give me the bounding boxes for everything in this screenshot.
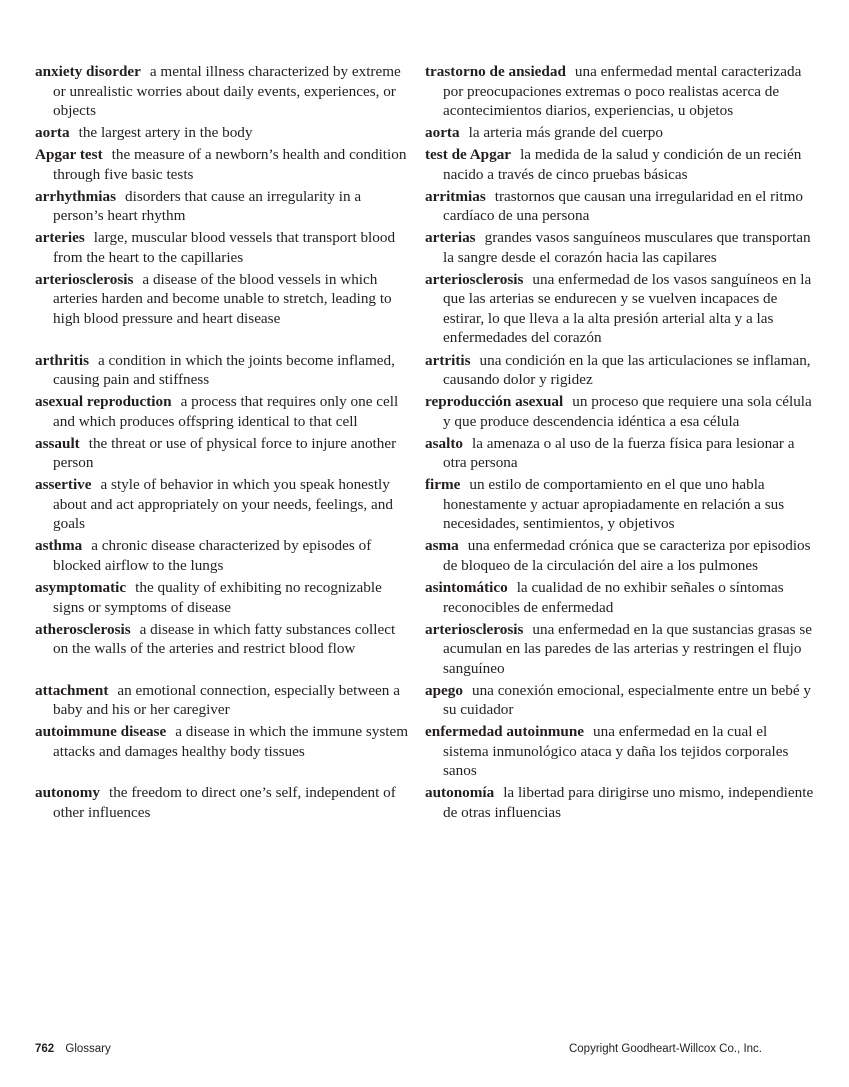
english-entry <box>35 620 425 679</box>
glossary-definition: un proceso que requiere una sola célula y que produce descendencia idéntica a esa célula <box>443 393 812 430</box>
glossary-definition: la amenaza o al uso de la fuerza física para lesionar a otra persona <box>443 434 795 472</box>
glossary-definition: la libertad para dirigirse uno mismo, independiente de otras influencias <box>443 784 814 821</box>
glossary-term: asalto <box>425 434 463 452</box>
spanish-entry <box>425 434 815 473</box>
glossary-term: asintomático <box>425 579 508 597</box>
page-footer <box>35 1043 762 1055</box>
glossary-definition: the measure of a newborn’s health and condition through five basic tests <box>53 146 407 183</box>
glossary-definition: una enfermedad de los vasos sanguíneos en la que las arterias se endurecen y se vuelven incapaces de estirar, lo que lleva a la alta presión arterial alta y a las enfermedades del corazón <box>443 270 812 347</box>
glossary-definition: an emotional connection, especially between a baby and his or her caregiver <box>53 681 400 719</box>
glossary-term: reproducción asexual <box>425 393 564 411</box>
glossary-definition: a mental illness characterized by extreme or unrealistic worries about daily events, experiences, or objects <box>53 63 401 119</box>
english-entry <box>35 681 425 720</box>
spanish-entry <box>425 722 815 781</box>
glossary-term: aorta <box>35 124 70 142</box>
spanish-entry <box>425 578 815 617</box>
glossary-term: assault <box>35 434 80 452</box>
english-entry <box>35 578 425 617</box>
spanish-entry <box>425 783 815 822</box>
english-entry <box>35 722 425 781</box>
spanish-entry <box>425 228 815 267</box>
glossary-definition: the quality of exhibiting no recognizable signs or symptoms of disease <box>53 579 382 616</box>
spanish-entry <box>425 270 815 348</box>
glossary-row <box>35 145 825 184</box>
glossary-definition: trastornos que causan una irregularidad en el ritmo cardíaco de una persona <box>443 187 804 225</box>
glossary-row <box>35 270 825 348</box>
glossary-term: atherosclerosis <box>35 620 131 638</box>
glossary-term: arthritis <box>35 351 89 369</box>
glossary-definition: una enfermedad en la que sustancias grasas se acumulan en las paredes de las arterias y restringen el flujo sanguíneo <box>443 620 812 677</box>
glossary-row <box>35 62 825 121</box>
glossary-definition: the largest artery in the body <box>78 124 253 142</box>
glossary-term: attachment <box>35 681 109 699</box>
glossary-row <box>35 536 825 575</box>
glossary-definition: la medida de la salud y condición de un recién nacido a través de cinco pruebas básicas <box>443 146 802 183</box>
glossary-term: aorta <box>425 124 460 142</box>
glossary-definition: una enfermedad en la cual el sistema inmunológico ataca y daña los tejidos corporales sanos <box>443 723 789 780</box>
glossary-term: Apgar test <box>35 146 103 164</box>
glossary-definition: a style of behavior in which you speak honestly about and act appropriately on your needs, feelings, and goals <box>53 476 393 533</box>
spanish-entry <box>425 123 815 143</box>
glossary-definition: una enfermedad mental caracterizada por preocupaciones extremas o poco realistas acerca de acontecimientos diarios, experiencias, u objetos <box>443 63 802 119</box>
glossary-row <box>35 187 825 226</box>
glossary-term: firme <box>425 476 461 494</box>
glossary-term: arteriosclerosis <box>425 620 524 638</box>
glossary-definition: un estilo de comportamiento en el que uno habla honestamente y actuar apropiadamente en relación a sus necesidades, sentimientos, y objetivos <box>443 476 785 533</box>
glossary-row <box>35 681 825 720</box>
glossary-row <box>35 123 825 143</box>
glossary-term: autoimmune disease <box>35 723 167 741</box>
glossary-term: arteriosclerosis <box>425 270 524 288</box>
glossary-term: autonomía <box>425 784 495 802</box>
glossary-definition: the freedom to direct one’s self, independent of other influences <box>53 784 396 821</box>
glossary-term: arteriosclerosis <box>35 270 134 288</box>
page-number: 762 <box>35 1043 55 1055</box>
copyright: Copyright Goodheart-Willcox Co., Inc. <box>568 1043 762 1055</box>
glossary-definition: la cualidad de no exhibir señales o síntomas reconocibles de enfermedad <box>443 579 784 616</box>
glossary-definition: large, muscular blood vessels that transport blood from the heart to the capillaries <box>53 229 396 266</box>
glossary-term: enfermedad autoinmune <box>425 723 585 741</box>
footer-left <box>35 1043 111 1055</box>
glossary-row <box>35 434 825 473</box>
english-entry <box>35 145 425 184</box>
glossary-term: assertive <box>35 476 92 494</box>
glossary-definition: la arteria más grande del cuerpo <box>468 124 663 142</box>
english-entry <box>35 270 425 348</box>
glossary-definition: grandes vasos sanguíneos musculares que transportan la sangre desde el corazón hacia las capilares <box>443 229 811 266</box>
glossary-definition: a disease of the blood vessels in which arteries harden and become unable to stretch, leading to high blood pressure and heart disease <box>53 270 392 327</box>
glossary-definition: a disease in which the immune system attacks and damages healthy body tissues <box>53 723 409 760</box>
glossary-row <box>35 578 825 617</box>
glossary-row <box>35 722 825 781</box>
glossary-definition: the threat or use of physical force to injure another person <box>53 434 397 472</box>
glossary-definition: a disease in which fatty substances collect on the walls of the arteries and restrict blood flow <box>53 620 396 658</box>
glossary-definition: a chronic disease characterized by episodes of blocked airflow to the lungs <box>53 537 372 574</box>
glossary-term: trastorno de ansiedad <box>425 63 566 80</box>
spanish-entry <box>425 392 815 431</box>
glossary-term: asthma <box>35 537 83 555</box>
english-entry <box>35 434 425 473</box>
english-entry <box>35 783 425 822</box>
glossary-term: arterias <box>425 229 476 247</box>
glossary-term: test de Apgar <box>425 146 512 164</box>
glossary-list <box>35 62 825 825</box>
english-entry <box>35 187 425 226</box>
glossary-term: asexual reproduction <box>35 393 172 411</box>
glossary-term: artritis <box>425 351 471 369</box>
glossary-term: apego <box>425 681 463 699</box>
glossary-term: arritmias <box>425 187 486 205</box>
spanish-entry <box>425 187 815 226</box>
english-entry <box>35 123 425 143</box>
spanish-entry <box>425 620 815 679</box>
spanish-entry <box>425 536 815 575</box>
glossary-term: asymptomatic <box>35 579 127 597</box>
glossary-definition: una conexión emocional, especialmente entre un bebé y su cuidador <box>443 681 812 719</box>
spanish-entry <box>425 62 815 121</box>
glossary-term: arteries <box>35 229 85 247</box>
spanish-entry <box>425 145 815 184</box>
glossary-definition: a condition in which the joints become inflamed, causing pain and stiffness <box>53 351 395 389</box>
glossary-term: asma <box>425 537 459 555</box>
section-name: Glossary <box>65 1043 111 1055</box>
spanish-entry <box>425 351 815 390</box>
glossary-term: arrhythmias <box>35 187 116 205</box>
glossary-definition: una enfermedad crónica que se caracteriza por episodios de bloqueo de la circulación del aire a los pulmones <box>443 537 811 574</box>
english-entry <box>35 351 425 390</box>
glossary-row <box>35 620 825 679</box>
english-entry <box>35 392 425 431</box>
english-entry <box>35 62 425 121</box>
spanish-entry <box>425 475 815 534</box>
spanish-entry <box>425 681 815 720</box>
glossary-definition: a process that requires only one cell and which produces offspring identical to that cell <box>53 393 399 430</box>
glossary-row <box>35 783 825 822</box>
glossary-row <box>35 475 825 534</box>
glossary-definition: una condición en la que las articulaciones se inflaman, causando dolor y rigidez <box>443 351 811 389</box>
english-entry <box>35 228 425 267</box>
glossary-row <box>35 228 825 267</box>
english-entry <box>35 536 425 575</box>
glossary-term: anxiety disorder <box>35 63 141 80</box>
glossary-row <box>35 392 825 431</box>
glossary-definition: disorders that cause an irregularity in a person’s heart rhythm <box>53 187 362 225</box>
glossary-row <box>35 351 825 390</box>
english-entry <box>35 475 425 534</box>
glossary-term: autonomy <box>35 784 100 802</box>
